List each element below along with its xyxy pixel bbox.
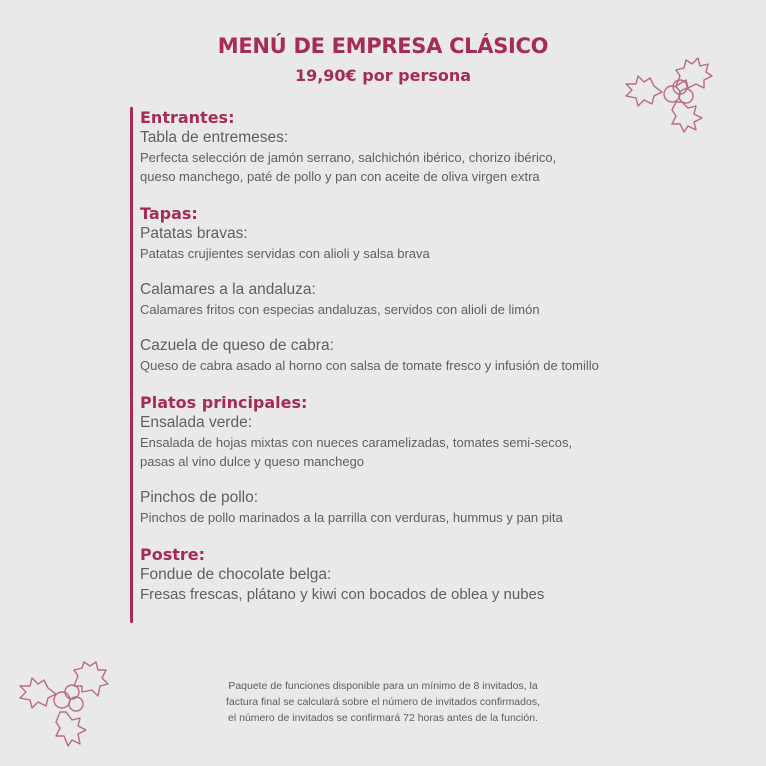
item-description: pasas al vino dulce y queso manchego: [140, 454, 365, 469]
price-per-person: 19,90€ por persona: [294, 66, 472, 85]
section-entrantes: [140, 108, 700, 186]
item-name: Patatas bravas:: [140, 225, 248, 242]
section-title: Postre:: [140, 545, 206, 564]
item-description: Ensalada de hojas mixtas con nueces caramelizadas, tomates semi-secos,: [140, 435, 573, 450]
footer-line: el número de invitados se confirmará 72 horas antes de la función.: [228, 712, 538, 724]
item-description: Patatas crujientes servidas con alioli y salsa brava: [140, 246, 430, 261]
item-name: Calamares a la andaluza:: [140, 281, 316, 298]
item-name: Tabla de entremeses:: [140, 129, 289, 146]
menu-list: [140, 108, 700, 605]
section-title: Platos principales:: [140, 393, 308, 412]
menu-accent-bar: [130, 107, 133, 623]
section-title: Tapas:: [140, 204, 198, 223]
item-name: Pinchos de pollo:: [140, 489, 259, 506]
item-name: Cazuela de queso de cabra:: [140, 337, 334, 354]
item-description: Calamares fritos con especias andaluzas, servidos con alioli de limón: [140, 302, 540, 317]
section-title: Entrantes:: [140, 108, 235, 127]
menu-title: MENÚ DE EMPRESA CLÁSICO: [217, 34, 549, 58]
item-name: Fondue de chocolate belga:: [140, 566, 332, 583]
item-description: Perfecta selección de jamón serrano, salchichón ibérico, chorizo ibérico,: [140, 150, 557, 165]
item-name: Ensalada verde:: [140, 414, 253, 431]
footer-line: Paquete de funciones disponible para un mínimo de 8 invitados, la: [228, 680, 538, 692]
item-description: Fresas frescas, plátano y kiwi con bocados de oblea y nubes: [140, 586, 545, 603]
footer-line: factura final se calculará sobre el número de invitados confirmados,: [226, 696, 540, 708]
item-description: Pinchos de pollo marinados a la parrilla con verduras, hummus y pan pita: [140, 510, 563, 525]
section-tapas: [140, 204, 700, 375]
footer-note: [0, 678, 766, 726]
item-description: Queso de cabra asado al horno con salsa de tomate fresco y infusión de tomillo: [140, 358, 599, 373]
item-description: queso manchego, paté de pollo y pan con aceite de oliva virgen extra: [140, 169, 540, 184]
section-platos-principales: [140, 393, 700, 527]
section-postre: [140, 545, 700, 605]
